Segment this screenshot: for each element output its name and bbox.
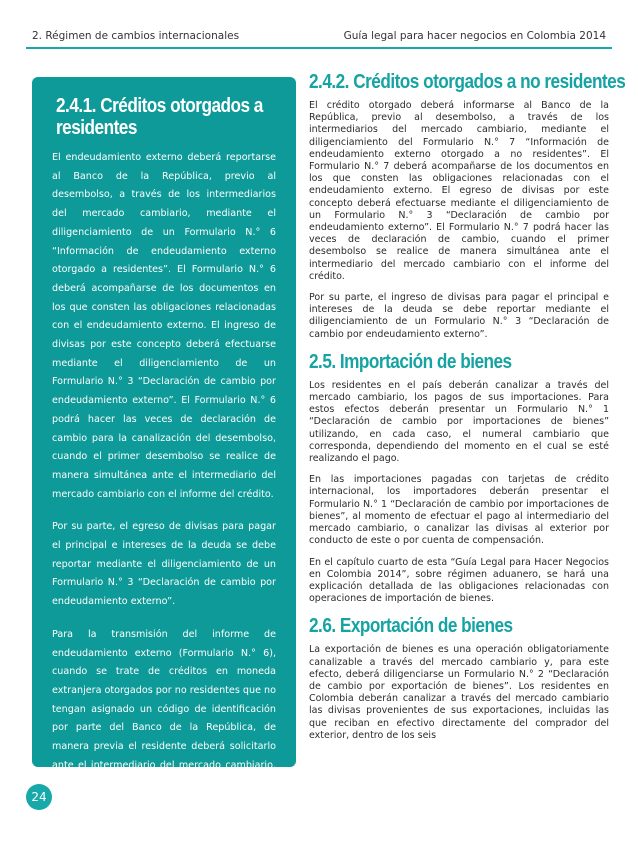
section-2-4-2-paragraph-2: Por su parte, el ingreso de divisas para pagar el principal e intereses de la deuda se debe reportar mediante el diligenciamiento de un Formulario N.° 3 “Declaración de cambio por endeudamiento externo”. [309, 292, 609, 340]
section-2-6-paragraph-1: La exportación de bienes es una operación obligatoriamente canalizable a través del mercado cambiario y, para este efecto, deberá diligenciarse un Formulario N.° 2 “Declaración de cambio por exportación de bienes”. Los residentes en Colombia deberán canalizar a través del mercado cambiario las divisas provenientes de sus exportaciones, incluidas las que reciban en efectivo directamente del comprador del exterior, dentro de los seis [309, 644, 609, 741]
sidebar-paragraph-3: Para la transmisión del informe de endeudamiento externo (Formulario N.° 6), cuando se trate de créditos en moneda extranjera otorgados por no residentes que no tengan asignado un código de identificación por parte del Banco de la República, de manera previa el residente deberá solicitarlo ante el intermediario del mercado cambiario, quien le exigirá la documentación que demuestre su existencia, referencias bancarias y que cumple con las exigencias en su país sobre lavado de activos. [52, 628, 276, 846]
section-heading-2-5: 2.5. Importación de bienes [309, 350, 512, 373]
section-2-4-2-paragraph-1: El crédito otorgado deberá informarse al Banco de la República, previo al desembolso, a través de los intermediarios del mercado cambiario, mediante el diligenciamiento del Formulario N.° 7 “Información de endeudamiento externo otorgado a no residentes”. El Formulario N.° 7 deberá acompañarse de los documentos en los que consten las obligaciones relacionadas con el endeudamiento externo. El egreso de divisas por este concepto deberá efectuarse mediante el diligenciamiento de un Formulario N.° 3 “Declaración de cambio por endeudamiento externo”. El Formulario N.° 7 podrá hacer las veces de declaración de cambio, cuando el primer desembolso se realice de manera simultánea ante el intermediario del mercado cambiario con el informe del crédito. [309, 100, 609, 282]
section-2-5-paragraph-1: Los residentes en el país deberán canalizar a través del mercado cambiario, los pagos de sus importaciones. Para estos efectos deberán presentar un Formulario N.° 1 “Declaración de cambio por importaciones de bienes” utilizando, en cada caso, el numeral cambiario que corresponda, dependiendo del momento en el cual se esté realizando el pago. [309, 379, 609, 465]
page-number: 24 [26, 784, 52, 810]
section-heading-2-6: 2.6. Exportación de bienes [309, 615, 513, 638]
header-divider [26, 47, 612, 49]
sidebar-paragraph-1: El endeudamiento externo deberá reportarse al Banco de la República, previo al desembolso, a través de los intermediarios del mercado cambiario, mediante el diligenciamiento de un Formulario N.° 6 “Información de endeudamiento externo otorgado a residentes”. El Formulario N.° 6 deberá acompañarse de los documentos en los que consten las obligaciones relacionadas con el endeudamiento externo. El ingreso de divisas por este concepto deberá efectuarse mediante el diligenciamiento de un Formulario N.° 3 “Declaración de cambio por endeudamiento externo”. El Formulario N.° 6 podrá hacer las veces de declaración de cambio para la canalización del desembolso, cuando el primer desembolso se realice de manera simultánea ante el intermediario del mercado cambiario con el informe del crédito. [52, 152, 276, 500]
sidebar-box [32, 77, 296, 846]
running-header [32, 30, 606, 46]
sidebar-paragraph-2: Por su parte, el egreso de divisas para pagar el principal e intereses de la deuda se debe reportar mediante el diligenciamiento de un Formulario N.° 3 “Declaración de cambio por endeudamiento externo”. [52, 521, 276, 608]
header-section-title: 2. Régimen de cambios internacionales [32, 30, 240, 42]
header-guide-title: Guía legal para hacer negocios en Colombia 2014 [343, 30, 606, 42]
main-column [309, 70, 626, 751]
section-2-5-paragraph-2: En las importaciones pagadas con tarjetas de crédito internacional, los importadores deberán presentar el Formulario N.° 1 “Declaración de cambio por importaciones de bienes”, al momento de efectuar el pago al intermediario del mercado cambiario, o canalizar las divisas al exterior por conducto de este o por cuenta de compensación. [309, 474, 609, 547]
section-2-5-paragraph-3: En el capítulo cuarto de esta “Guía Legal para Hacer Negocios en Colombia 2014”, sobre régimen aduanero, se hará una explicación detallada de las obligaciones relacionadas con operaciones de importación de bienes. [309, 556, 609, 605]
sidebar-heading: 2.4.1. Créditos otorgados a residentes [56, 95, 263, 139]
section-heading-2-4-2: 2.4.2. Créditos otorgados a no residentes [309, 71, 626, 93]
